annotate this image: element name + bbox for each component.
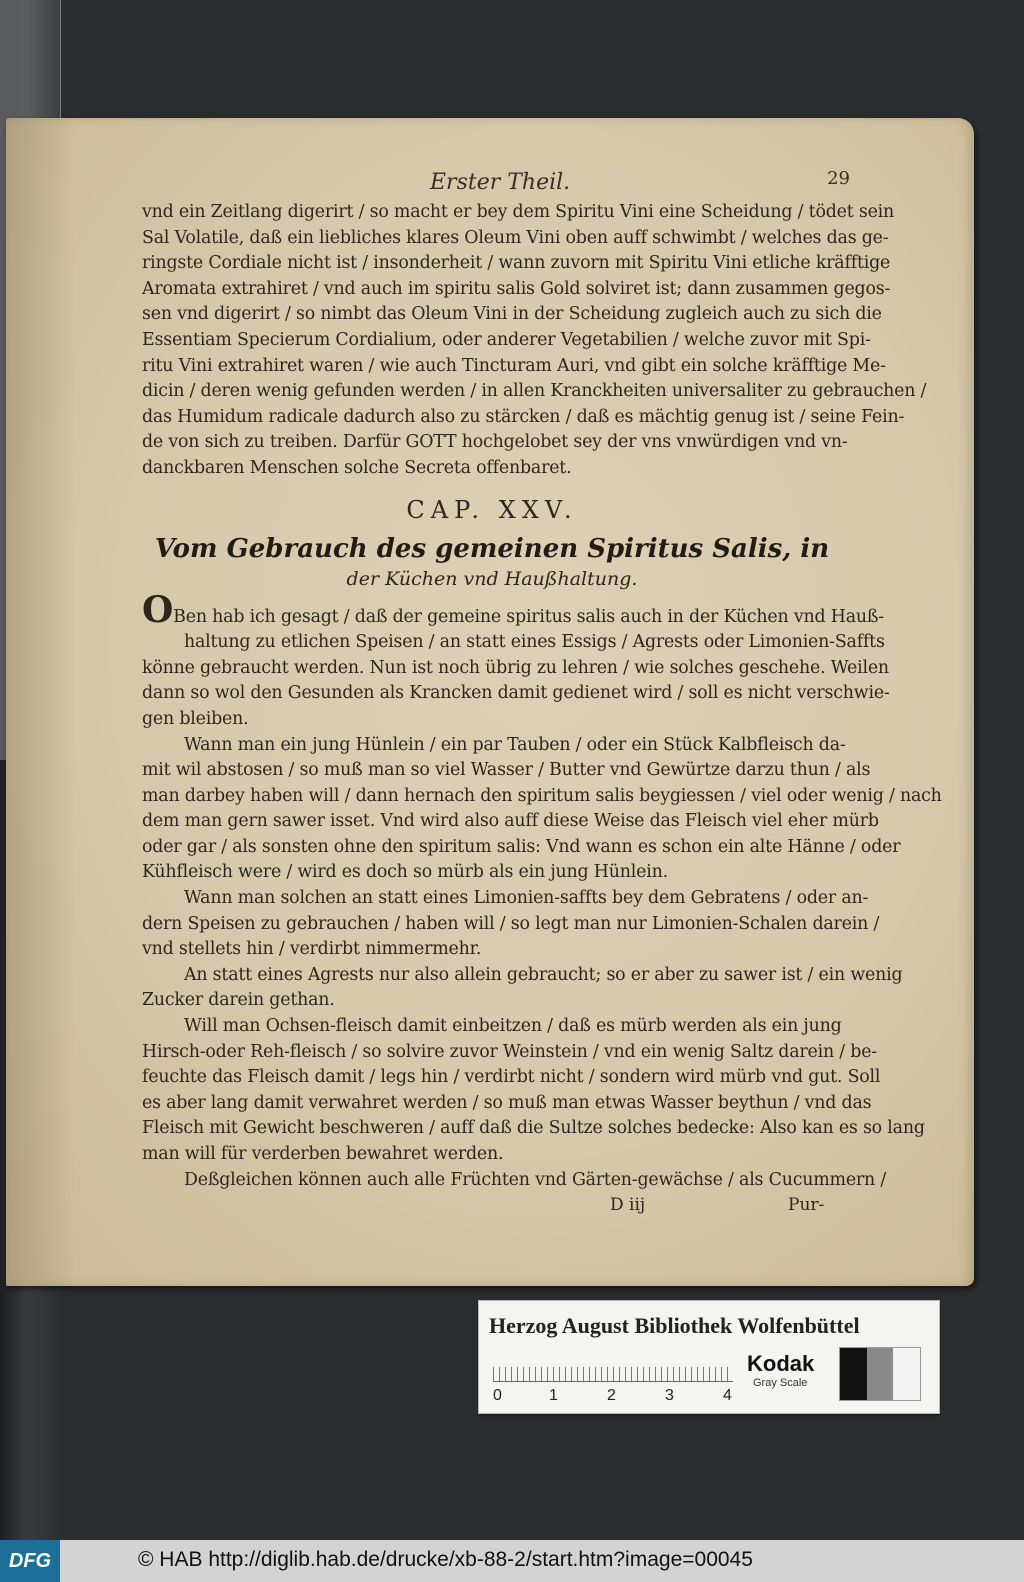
text-block-top	[142, 200, 927, 482]
kodak-label	[747, 1351, 814, 1389]
text-line: Wann man solchen an statt eines Limonien-saffts bey dem Gebratens / oder an-	[184, 888, 869, 909]
text-line: feuchte das Fleisch damit / legs hin / verdirbt nicht / sondern wird mürb vnd gut. Soll	[142, 1067, 881, 1088]
chapter-number: CAP. XXV.	[406, 495, 578, 524]
ruler-number: 0	[493, 1387, 502, 1404]
text-line: könne gebraucht werden. Nun ist noch übrig zu lehren / wie solches geschehe. Weilen	[142, 657, 889, 678]
text-line: ringste Cordiale nicht ist / insonderheit / wann zuvorn mit Spiritu Vini etliche kräfftige	[142, 253, 891, 274]
book-page	[6, 118, 974, 1286]
text-line: An statt eines Agrests nur also allein gebraucht; so er aber zu sawer ist / ein wenig	[184, 964, 903, 985]
signature-mark: D iij	[610, 1195, 646, 1216]
text-line: Fleisch mit Gewicht beschweren / auff daß die Sultze solches bedecke: Also kan es so lang	[142, 1118, 925, 1139]
ruler-icon	[493, 1351, 733, 1382]
ruler-number: 3	[665, 1387, 674, 1404]
text-line: danckbaren Menschen solche Secreta offenbaret.	[142, 457, 572, 478]
text-line: OBen hab ich gesagt / daß der gemeine spiritus salis auch in der Küchen vnd Hauß-	[142, 588, 884, 631]
gray-patch-mid	[867, 1348, 894, 1400]
page-content	[142, 168, 942, 1221]
gray-patch-black	[840, 1348, 867, 1400]
text-line: sen vnd digerirt / so nimbt das Oleum Vini in der Scheidung zugleich auch zu sich die	[142, 304, 882, 325]
text-line: Deßgleichen können auch alle Früchten vnd Gärten-gewächse / als Cucummern /	[184, 1169, 887, 1190]
chapter-subtitle: der Küchen vnd Haußhaltung.	[346, 567, 638, 590]
text-line: man will für verderben bewahret werden.	[142, 1144, 504, 1164]
dfg-logo: DFG	[0, 1540, 60, 1582]
text-line: das Humidum radicale dadurch also zu stärcken / daß es mächtig genug ist / seine Fein-	[142, 406, 905, 427]
text-line: dem man gern sawer isset. Vnd wird also auff diese Weise das Fleisch viel eher mürb	[142, 811, 879, 832]
text-line: dicin / deren wenig gefunden werden / in allen Kranckheiten universaliter zu gebrauchen /	[142, 381, 927, 402]
kodak-sub: Gray Scale	[753, 1377, 808, 1389]
text-line: vnd ein Zeitlang digerirt / so macht er bey dem Spiritu Vini eine Scheidung / tödet sein	[142, 202, 895, 222]
page-footer	[142, 1193, 842, 1221]
catchword: Pur-	[788, 1195, 825, 1216]
ruler-number: 2	[607, 1387, 616, 1404]
text-line: dann so wol den Gesunden als Krancken damit gedienet wird / soll es nicht verschwie-	[142, 683, 890, 704]
running-head: Erster Theil.	[430, 170, 571, 195]
credit-link[interactable]: © HAB http://diglib.hab.de/drucke/xb-88-2/start.htm?image=00045	[138, 1548, 753, 1571]
text-line: dern Speisen zu gebrauchen / haben will / so legt man nur Limonien-Schalen darein /	[142, 913, 880, 934]
text-line: mit wil abstosen / so muß man so viel Wasser / Butter vnd Gewürtze darzu thun / als	[142, 760, 871, 781]
text-line: gen bleiben.	[142, 708, 249, 729]
text-line: Aromata extrahiret / vnd auch im spiritu salis Gold solviret ist; dann zusammen gegos-	[142, 278, 891, 299]
text-line: Sal Volatile, daß ein liebliches klares Oleum Vini oben auff schwimbt / welches das ge-	[142, 227, 889, 248]
page-header	[142, 168, 850, 200]
text-line: vnd stellets hin / verdirbt nimmermehr.	[142, 939, 482, 960]
kodak-brand: Kodak	[747, 1351, 815, 1376]
text-line: de von sich zu treiben. Darfür GOTT hochgelobet sey der vns vnwürdigen vnd vn-	[142, 432, 848, 453]
text-block-main	[142, 588, 942, 1194]
text-line: Kühfleisch were / wird es doch so mürb als ein jung Hünlein.	[142, 862, 668, 883]
chapter-title: Vom Gebrauch des gemeinen Spiritus Salis, in	[154, 533, 830, 564]
footer-bar	[0, 1540, 1024, 1582]
color-scale-card	[478, 1300, 940, 1414]
text-line: Zucker darein gethan.	[142, 990, 335, 1011]
text-line: Wann man ein jung Hünlein / ein par Tauben / oder ein Stück Kalbfleisch da-	[184, 734, 846, 755]
text-line: es aber lang damit verwahret werden / so muß man etwas Wasser beythun / vnd das	[142, 1092, 872, 1113]
ruler-number: 4	[723, 1387, 732, 1404]
text-line: oder gar / als sonsten ohne den spiritum salis: Vnd wann es schon ein alte Hänne / oder	[142, 836, 901, 857]
text-line: Will man Ochsen-fleisch damit einbeitzen / daß es mürb werden als ein jung	[184, 1016, 842, 1037]
gray-scale-patches	[839, 1347, 921, 1401]
institution-name: Herzog August Bibliothek Wolfenbüttel	[489, 1313, 860, 1338]
ruler-number: 1	[549, 1387, 558, 1404]
page-number: 29	[827, 168, 850, 189]
text-line: Hirsch-oder Reh-fleisch / so solvire zuvor Weinstein / vnd ein wenig Saltz darein / be-	[142, 1041, 877, 1062]
text-line: haltung zu etlichen Speisen / an statt eines Essigs / Agrests oder Limonien-Saffts	[184, 632, 885, 653]
text-line: man darbey haben will / dann hernach den spiritum salis beygiessen / viel oder wenig / nach	[142, 785, 942, 806]
text-line: Essentiam Specierum Cordialium, oder anderer Vegetabilien / welche zuvor mit Spi-	[142, 329, 871, 350]
text-line: ritu Vini extrahiret waren / wie auch Tincturam Auri, vnd gibt ein solche kräfftige Me-	[142, 355, 886, 376]
gray-patch-white	[893, 1348, 920, 1400]
